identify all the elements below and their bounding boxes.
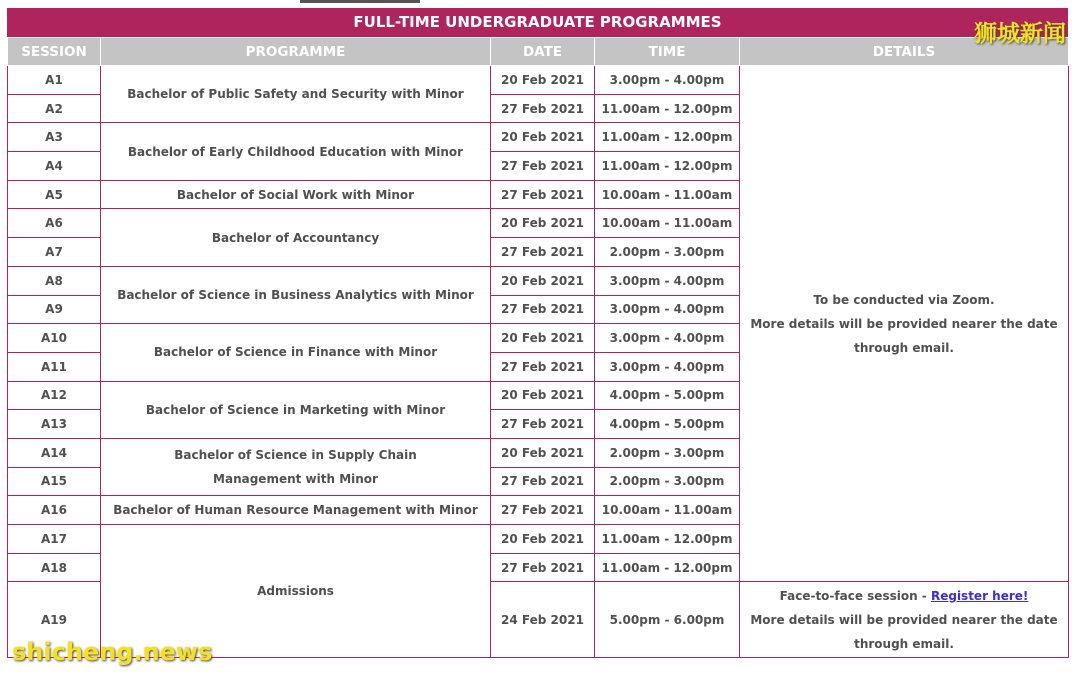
date-cell: 24 Feb 2021: [491, 582, 595, 658]
date-cell: 20 Feb 2021: [491, 525, 595, 554]
col-header-programme: PROGRAMME: [101, 38, 491, 66]
schedule-table: [7, 37, 1069, 658]
programme-cell: Bachelor of Public Safety and Security with Minor: [101, 66, 491, 123]
programme-cell: Bachelor of Human Resource Management with Minor: [101, 496, 491, 525]
time-cell: 4.00pm - 5.00pm: [595, 410, 740, 439]
header-sliver: [300, 0, 420, 3]
programme-cell: Bachelor of Social Work with Minor: [101, 180, 491, 209]
session-cell: A13: [8, 410, 101, 439]
date-cell: 27 Feb 2021: [491, 553, 595, 582]
programme-cell: Bachelor of Science in Marketing with Minor: [101, 381, 491, 438]
date-cell: 27 Feb 2021: [491, 152, 595, 181]
col-header-session: SESSION: [8, 38, 101, 66]
time-cell: 3.00pm - 4.00pm: [595, 352, 740, 381]
time-cell: 11.00am - 12.00pm: [595, 123, 740, 152]
time-cell: 4.00pm - 5.00pm: [595, 381, 740, 410]
date-cell: 20 Feb 2021: [491, 438, 595, 467]
col-header-details: DETAILS: [740, 38, 1069, 66]
date-cell: 27 Feb 2021: [491, 410, 595, 439]
programme-cell: Bachelor of Science in Business Analytics with Minor: [101, 266, 491, 323]
session-cell: A10: [8, 324, 101, 353]
time-cell: 3.00pm - 4.00pm: [595, 266, 740, 295]
details-f2f-line2: More details will be provided nearer the date: [750, 612, 1058, 627]
session-cell: A15: [8, 467, 101, 496]
details-f2f-prefix: Face-to-face session -: [779, 588, 931, 603]
date-cell: 20 Feb 2021: [491, 266, 595, 295]
date-cell: 27 Feb 2021: [491, 238, 595, 267]
col-header-time: TIME: [595, 38, 740, 66]
session-cell: A5: [8, 180, 101, 209]
time-cell: 11.00am - 12.00pm: [595, 94, 740, 123]
details-zoom-cell: [740, 66, 1069, 582]
session-cell: A8: [8, 266, 101, 295]
date-cell: 20 Feb 2021: [491, 324, 595, 353]
session-cell: A11: [8, 352, 101, 381]
date-cell: 20 Feb 2021: [491, 123, 595, 152]
time-cell: 2.00pm - 3.00pm: [595, 467, 740, 496]
date-cell: 27 Feb 2021: [491, 352, 595, 381]
time-cell: 3.00pm - 4.00pm: [595, 295, 740, 324]
time-cell: 11.00am - 12.00pm: [595, 553, 740, 582]
time-cell: 11.00am - 12.00pm: [595, 152, 740, 181]
time-cell: 2.00pm - 3.00pm: [595, 438, 740, 467]
session-cell: A16: [8, 496, 101, 525]
watermark-site: shicheng.news: [12, 638, 213, 666]
header-row: [8, 38, 1069, 66]
details-f2f-line1: [744, 584, 1064, 608]
programme-cell: Bachelor of Accountancy: [101, 209, 491, 266]
watermark-chinese: 狮城新闻: [974, 21, 1066, 47]
programme-cell: Bachelor of Science in Supply Chain Management with Minor: [101, 438, 491, 495]
session-cell: A12: [8, 381, 101, 410]
session-cell: A18: [8, 553, 101, 582]
time-cell: 10.00am - 11.00am: [595, 180, 740, 209]
date-cell: 27 Feb 2021: [491, 496, 595, 525]
session-cell: A3: [8, 123, 101, 152]
time-cell: 10.00am - 11.00am: [595, 496, 740, 525]
date-cell: 27 Feb 2021: [491, 295, 595, 324]
col-header-date: DATE: [491, 38, 595, 66]
details-f2f-cell: [740, 582, 1069, 658]
table-row: [8, 66, 1069, 95]
date-cell: 27 Feb 2021: [491, 180, 595, 209]
register-link[interactable]: Register here!: [930, 588, 1029, 603]
date-cell: 20 Feb 2021: [491, 209, 595, 238]
session-cell: A7: [8, 238, 101, 267]
session-cell: A17: [8, 525, 101, 554]
details-zoom-line2: More details will be provided nearer the date: [750, 316, 1058, 331]
time-cell: 10.00am - 11.00am: [595, 209, 740, 238]
programme-cell: Bachelor of Early Childhood Education with Minor: [101, 123, 491, 180]
session-cell: A1: [8, 66, 101, 95]
date-cell: 27 Feb 2021: [491, 467, 595, 496]
details-f2f-line3: through email.: [854, 636, 954, 651]
date-cell: 20 Feb 2021: [491, 381, 595, 410]
date-cell: 27 Feb 2021: [491, 94, 595, 123]
details-zoom-line3: through email.: [854, 340, 954, 355]
details-zoom-line1: To be conducted via Zoom.: [813, 292, 995, 307]
session-cell: A2: [8, 94, 101, 123]
time-cell: 5.00pm - 6.00pm: [595, 582, 740, 658]
session-cell: A14: [8, 438, 101, 467]
programme-cell: Admissions: [101, 525, 491, 658]
session-cell: A9: [8, 295, 101, 324]
programme-schedule: [7, 8, 1068, 658]
programme-cell: Bachelor of Science in Finance with Minor: [101, 324, 491, 381]
session-cell: A6: [8, 209, 101, 238]
session-cell: A19: [8, 582, 101, 658]
table-title: FULL-TIME UNDERGRADUATE PROGRAMMES: [7, 8, 1068, 37]
session-cell: A4: [8, 152, 101, 181]
time-cell: 2.00pm - 3.00pm: [595, 238, 740, 267]
time-cell: 3.00pm - 4.00pm: [595, 324, 740, 353]
date-cell: 20 Feb 2021: [491, 66, 595, 95]
time-cell: 3.00pm - 4.00pm: [595, 66, 740, 95]
time-cell: 11.00am - 12.00pm: [595, 525, 740, 554]
